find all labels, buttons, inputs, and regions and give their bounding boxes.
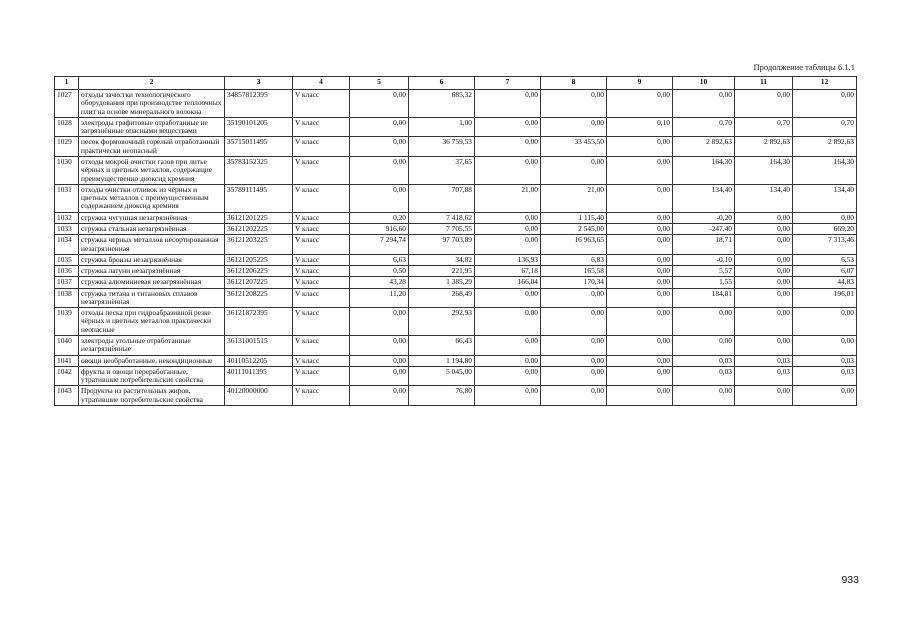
row-number-cell: 1037 [55,277,79,288]
waste-name-cell: стружка алюминиевая незагрязнённая [79,277,225,288]
hazard-class-cell: V класс [293,90,350,118]
value-col5-cell: 0,00 [350,308,409,336]
value-col12-cell: 0,03 [793,366,857,386]
table-row [55,277,857,288]
value-col6-cell: 707,88 [409,184,475,212]
value-col9-cell: 0,00 [607,366,673,386]
value-col6-cell: 7 705,55 [409,223,475,234]
value-col9-cell: 0,00 [607,137,673,157]
row-number-cell: 1036 [55,266,79,277]
value-col8-cell: 0,00 [541,156,607,184]
fkko-code-cell: 35190101205 [225,117,293,137]
waste-name-cell: стружка бронзы незагрязнённая [79,254,225,265]
hazard-class-cell: V класс [293,336,350,356]
value-col5-cell: 0,00 [350,137,409,157]
value-col8-cell: 0,00 [541,386,607,406]
value-col12-cell: 0,00 [793,386,857,406]
value-col10-cell: 0,70 [673,117,735,137]
row-number-cell: 1040 [55,336,79,356]
value-col5-cell: 7 294,74 [350,235,409,255]
value-col8-cell: 21,00 [541,184,607,212]
column-header-3: 3 [225,77,293,90]
value-col5-cell: 916,60 [350,223,409,234]
value-col12-cell: 44,83 [793,277,857,288]
hazard-class-cell: V класс [293,235,350,255]
row-number-cell: 1031 [55,184,79,212]
value-col9-cell: 0,00 [607,336,673,356]
column-header-9: 9 [607,77,673,90]
fkko-code-cell: 35789111495 [225,184,293,212]
value-col6-cell: 7 418,62 [409,212,475,223]
table-row [55,288,857,308]
column-header-12: 12 [793,77,857,90]
value-col7-cell: 0,00 [475,117,541,137]
value-col11-cell: 0,00 [735,386,793,406]
value-col9-cell: 0,00 [607,223,673,234]
value-col5-cell: 11,20 [350,288,409,308]
waste-name-cell: электроды графитовые отработанные не загрязнённые опасными веществами [79,117,225,137]
waste-name-cell: стружка черных металлов несортированная незагрязненная [79,235,225,255]
value-col12-cell: 6,53 [793,254,857,265]
header-row [55,77,857,90]
waste-name-cell: стружка латуни незагрязнённая [79,266,225,277]
value-col7-cell: 166,04 [475,277,541,288]
value-col11-cell: 0,00 [735,288,793,308]
table-row [55,184,857,212]
waste-name-cell: отходы песка при гидроабразивной резке чёрных и цветных металлов практически неопасные [79,308,225,336]
row-number-cell: 1035 [55,254,79,265]
value-col10-cell: 0,03 [673,355,735,366]
table-row [55,254,857,265]
value-col9-cell: 0,00 [607,308,673,336]
table-row [55,355,857,366]
value-col7-cell: 0,00 [475,386,541,406]
value-col12-cell: 6,07 [793,266,857,277]
value-col6-cell: 292,93 [409,308,475,336]
hazard-class-cell: V класс [293,137,350,157]
hazard-class-cell: V класс [293,184,350,212]
waste-name-cell: электроды угольные отработанные незагрязнённые [79,336,225,356]
value-col8-cell: 0,00 [541,336,607,356]
column-header-2: 2 [79,77,225,90]
waste-table [54,76,857,406]
value-col7-cell: 67,18 [475,266,541,277]
row-number-cell: 1028 [55,117,79,137]
column-header-1: 1 [55,77,79,90]
value-col9-cell: 0,10 [607,117,673,137]
table-continuation-caption: Продолжение таблицы 6.1.1 [753,62,855,72]
value-col10-cell: 0,00 [673,308,735,336]
fkko-code-cell: 35783152325 [225,156,293,184]
value-col6-cell: 268,49 [409,288,475,308]
hazard-class-cell: V класс [293,212,350,223]
value-col8-cell: 16 963,65 [541,235,607,255]
value-col7-cell: 136,93 [475,254,541,265]
value-col11-cell: 0,00 [735,277,793,288]
waste-name-cell: Продукты из растительных жиров, утратившие потребительские свойства [79,386,225,406]
value-col6-cell: 37,65 [409,156,475,184]
value-col6-cell: 34,82 [409,254,475,265]
value-col7-cell: 0,00 [475,355,541,366]
value-col5-cell: 0,20 [350,212,409,223]
value-col11-cell: 2 892,63 [735,137,793,157]
hazard-class-cell: V класс [293,386,350,406]
value-col12-cell: 134,40 [793,184,857,212]
value-col7-cell: 0,00 [475,90,541,118]
fkko-code-cell: 40120000000 [225,386,293,406]
value-col11-cell: 0,00 [735,266,793,277]
row-number-cell: 1032 [55,212,79,223]
value-col10-cell: -0,10 [673,254,735,265]
value-col9-cell: 0,00 [607,212,673,223]
value-col11-cell: 0,00 [735,254,793,265]
table-row [55,137,857,157]
value-col5-cell: 0,00 [350,184,409,212]
value-col7-cell: 0,00 [475,137,541,157]
hazard-class-cell: V класс [293,254,350,265]
value-col10-cell: 134,40 [673,184,735,212]
fkko-code-cell: 36121872395 [225,308,293,336]
value-col10-cell: 0,00 [673,90,735,118]
value-col6-cell: 685,32 [409,90,475,118]
fkko-code-cell: 36121202225 [225,223,293,234]
value-col12-cell: 0,00 [793,212,857,223]
value-col10-cell: 1,55 [673,277,735,288]
value-col7-cell: 0,00 [475,336,541,356]
value-col7-cell: 0,00 [475,223,541,234]
value-col10-cell: 0,00 [673,336,735,356]
value-col9-cell: 0,00 [607,386,673,406]
value-col12-cell: 196,01 [793,288,857,308]
value-col11-cell: 0,00 [735,308,793,336]
fkko-code-cell: 36121201225 [225,212,293,223]
value-col10-cell: 2 892,63 [673,137,735,157]
value-col8-cell: 6,83 [541,254,607,265]
value-col12-cell: 2 892,63 [793,137,857,157]
value-col11-cell: 134,40 [735,184,793,212]
value-col7-cell: 0,00 [475,212,541,223]
value-col8-cell: 165,58 [541,266,607,277]
value-col5-cell: 0,00 [350,336,409,356]
column-header-5: 5 [350,77,409,90]
value-col10-cell: 184,81 [673,288,735,308]
row-number-cell: 1034 [55,235,79,255]
value-col10-cell: -0,20 [673,212,735,223]
value-col6-cell: 76,80 [409,386,475,406]
value-col6-cell: 221,95 [409,266,475,277]
value-col7-cell: 0,00 [475,156,541,184]
value-col5-cell: 0,00 [350,386,409,406]
value-col12-cell: 0,00 [793,308,857,336]
fkko-code-cell: 34857812395 [225,90,293,118]
value-col10-cell: 18,71 [673,235,735,255]
row-number-cell: 1041 [55,355,79,366]
hazard-class-cell: V класс [293,308,350,336]
value-col11-cell: 0,00 [735,223,793,234]
table-row [55,266,857,277]
table-row [55,117,857,137]
row-number-cell: 1038 [55,288,79,308]
fkko-code-cell: 36121206225 [225,266,293,277]
value-col11-cell: 0,00 [735,235,793,255]
value-col12-cell: 669,20 [793,223,857,234]
hazard-class-cell: V класс [293,366,350,386]
value-col11-cell: 0,03 [735,366,793,386]
table-row [55,308,857,336]
value-col7-cell: 0,00 [475,308,541,336]
hazard-class-cell: V класс [293,288,350,308]
value-col8-cell: 0,00 [541,308,607,336]
value-col5-cell: 43,28 [350,277,409,288]
value-col10-cell: 0,03 [673,366,735,386]
value-col5-cell: 0,00 [350,117,409,137]
value-col5-cell: 0,00 [350,156,409,184]
value-col9-cell: 0,00 [607,277,673,288]
table-row [55,235,857,255]
value-col7-cell: 21,00 [475,184,541,212]
column-header-8: 8 [541,77,607,90]
column-header-6: 6 [409,77,475,90]
waste-name-cell: отходы очистки отливок из чёрных и цветных металлов с преимущественным содержанием диоксид кремния [79,184,225,212]
value-col5-cell: 0,00 [350,90,409,118]
value-col11-cell: 164,30 [735,156,793,184]
value-col8-cell: 0,00 [541,117,607,137]
row-number-cell: 1042 [55,366,79,386]
value-col12-cell: 0,03 [793,355,857,366]
value-col9-cell: 0,00 [607,156,673,184]
value-col8-cell: 0,00 [541,90,607,118]
value-col12-cell: 7 313,46 [793,235,857,255]
fkko-code-cell: 36121205225 [225,254,293,265]
page-number: 933 [841,574,859,586]
value-col8-cell: 2 545,00 [541,223,607,234]
hazard-class-cell: V класс [293,223,350,234]
value-col9-cell: 0,00 [607,254,673,265]
waste-name-cell: овощи необработанные, некондиционные [79,355,225,366]
value-col8-cell: 0,00 [541,355,607,366]
value-col9-cell: 0,00 [607,184,673,212]
fkko-code-cell: 40111011395 [225,366,293,386]
fkko-code-cell: 36121208225 [225,288,293,308]
value-col5-cell: 0,00 [350,366,409,386]
value-col7-cell: 0,00 [475,366,541,386]
value-col11-cell: 0,00 [735,336,793,356]
value-col12-cell: 0,70 [793,117,857,137]
waste-name-cell: стружка чугунная незагрязнённая [79,212,225,223]
waste-name-cell: отходы мокрой очистки газов при литье чёрных и цветных металлов, содержащие преимущественно диоксид кремния [79,156,225,184]
row-number-cell: 1039 [55,308,79,336]
value-col6-cell: 36 759,53 [409,137,475,157]
value-col12-cell: 0,00 [793,336,857,356]
value-col7-cell: 0,00 [475,235,541,255]
value-col10-cell: 5,57 [673,266,735,277]
value-col9-cell: 0,00 [607,266,673,277]
row-number-cell: 1033 [55,223,79,234]
value-col6-cell: 97 703,89 [409,235,475,255]
table-row [55,212,857,223]
fkko-code-cell: 36121203225 [225,235,293,255]
row-number-cell: 1030 [55,156,79,184]
value-col9-cell: 0,00 [607,235,673,255]
value-col9-cell: 0,00 [607,355,673,366]
value-col6-cell: 1,00 [409,117,475,137]
value-col11-cell: 0,70 [735,117,793,137]
column-header-11: 11 [735,77,793,90]
value-col11-cell: 0,00 [735,90,793,118]
waste-name-cell: стружка стальная незагрязнённая [79,223,225,234]
table-row [55,366,857,386]
column-header-4: 4 [293,77,350,90]
value-col8-cell: 33 455,50 [541,137,607,157]
value-col10-cell: 0,00 [673,386,735,406]
fkko-code-cell: 35715011495 [225,137,293,157]
value-col12-cell: 164,30 [793,156,857,184]
hazard-class-cell: V класс [293,117,350,137]
table-row [55,156,857,184]
hazard-class-cell: V класс [293,355,350,366]
fkko-code-cell: 40110512205 [225,355,293,366]
value-col11-cell: 0,00 [735,212,793,223]
table-row [55,90,857,118]
value-col6-cell: 66,43 [409,336,475,356]
value-col6-cell: 5 045,00 [409,366,475,386]
hazard-class-cell: V класс [293,266,350,277]
value-col9-cell: 0,00 [607,288,673,308]
value-col11-cell: 0,03 [735,355,793,366]
value-col5-cell: 0,50 [350,266,409,277]
waste-name-cell: песок формовочный горелый отработанный практически неопасный [79,137,225,157]
value-col6-cell: 1 194,80 [409,355,475,366]
table-row [55,336,857,356]
value-col8-cell: 170,34 [541,277,607,288]
table-row [55,386,857,406]
value-col8-cell: 1 115,40 [541,212,607,223]
row-number-cell: 1043 [55,386,79,406]
value-col6-cell: 1 385,29 [409,277,475,288]
value-col12-cell: 0,00 [793,90,857,118]
value-col10-cell: -247,40 [673,223,735,234]
fkko-code-cell: 36131001515 [225,336,293,356]
waste-name-cell: фрукты и овощи переработанные, утратившие потребительские свойства [79,366,225,386]
hazard-class-cell: V класс [293,156,350,184]
table-row [55,223,857,234]
value-col5-cell: 6,63 [350,254,409,265]
row-number-cell: 1029 [55,137,79,157]
waste-name-cell: отходы зачистки технологического оборудования при производстве теплоочных плит на основе минерального волокна [79,90,225,118]
value-col9-cell: 0,00 [607,90,673,118]
value-col5-cell: 0,00 [350,355,409,366]
column-header-7: 7 [475,77,541,90]
table-body [55,90,857,406]
column-header-10: 10 [673,77,735,90]
value-col8-cell: 0,00 [541,288,607,308]
value-col10-cell: 164,30 [673,156,735,184]
waste-name-cell: стружка титана и титановых сплавов незагрязнённая [79,288,225,308]
fkko-code-cell: 36121207225 [225,277,293,288]
value-col7-cell: 0,00 [475,288,541,308]
row-number-cell: 1027 [55,90,79,118]
hazard-class-cell: V класс [293,277,350,288]
value-col8-cell: 0,00 [541,366,607,386]
